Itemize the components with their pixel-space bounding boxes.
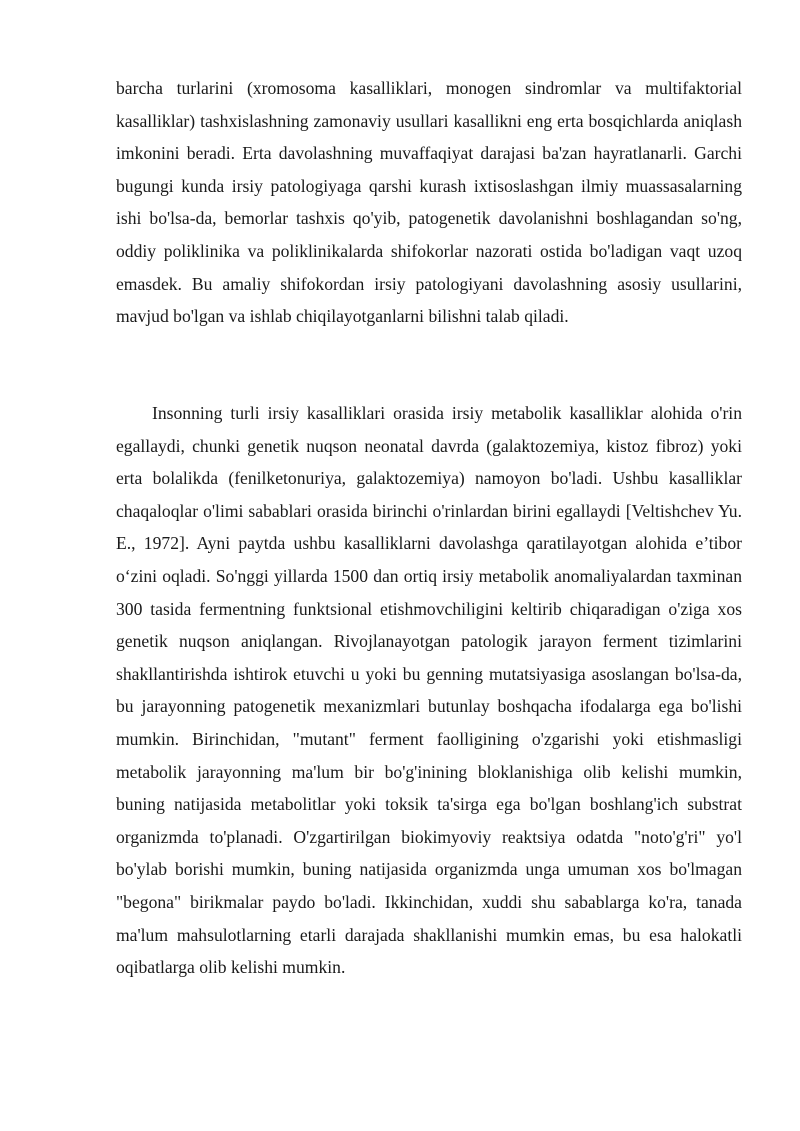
paragraph-continuation [116,72,742,333]
paragraph-text: Insonning turli irsiy kasalliklari orasida irsiy metabolik kasalliklar alohida o'rin egallaydi, chunki genetik nuqson neonatal davrda (galaktozemiya, kistoz fibroz) yoki erta bolalikda (fenilketonuriya, galaktozemiya) namoyon bo'ladi. Ushbu kasalliklar chaqaloqlar o'limi sabablari orasida birinchi o'rinlardan birini egallaydi [Veltishchev Yu. E., 1972]. Ayni paytda ushbu kasalliklarni davolashga qaratilayotgan alohida e’tibor o‘zini oqladi. So'nggi yillarda 1500 dan ortiq irsiy metabolik anomaliyalardan taxminan 300 tasida fermentning funktsional etishmovchiligini keltirib chiqaradigan o'ziga xos genetik nuqson aniqlangan. Rivojlanayotgan patologik jarayon ferment tizimlarini shakllantirishda ishtirok etuvchi u yoki bu genning mutatsiyasiga asoslangan bo'lsa-da, bu jarayonning patogenetik mexanizmlari butunlay boshqacha ifodalarga ega bo'lishi mumkin. Birinchidan, "mutant" ferment faolligining o'zgarishi yoki etishmasligi metabolik jarayonning ma'lum bir bo'g'inining bloklanishiga olib kelishi mumkin, buning natijasida metabolitlar yoki toksik ta'sirga ega bo'lgan boshlang'ich substrat organizmda to'planadi. O'zgartirilgan biokimyoviy reaktsiya odatda "noto'g'ri" yo'l bo'ylab borishi mumkin, buning natijasida organizmda unga umuman xos bo'lmagan "begona" birikmalar paydo bo'ladi. Ikkinchidan, xuddi shu sabablarga ko'ra, tanada ma'lum mahsulotlarning etarli darajada shakllanishi mumkin emas, bu esa halokatli oqibatlarga olib kelishi mumkin. [116,403,742,978]
paragraph-metabolic-diseases [116,397,742,984]
paragraph-text: barcha turlarini (xromosoma kasalliklari, monogen sindromlar va multifaktorial kasalliklar) tashxislashning zamonaviy usullari kasallikni eng erta bosqichlarda aniqlash imkonini beradi. Erta davolashning muvaffaqiyat darajasi ba'zan hayratlanarli. Garchi bugungi kunda irsiy patologiyaga qarshi kurash ixtisoslashgan ilmiy muassasalarning ishi bo'lsa-da, bemorlar tashxis qo'yib, patogenetik davolanishni boshlagandan so'ng, oddiy poliklinika va poliklinikalarda shifokorlar nazorati ostida bo'ladigan vaqt uzoq emasdek. Bu amaliy shifokordan irsiy patologiyani davolashning asosiy usullarini, mavjud bo'lgan va ishlab chiqilayotganlarni bilishni talab qiladi. [116,78,742,327]
